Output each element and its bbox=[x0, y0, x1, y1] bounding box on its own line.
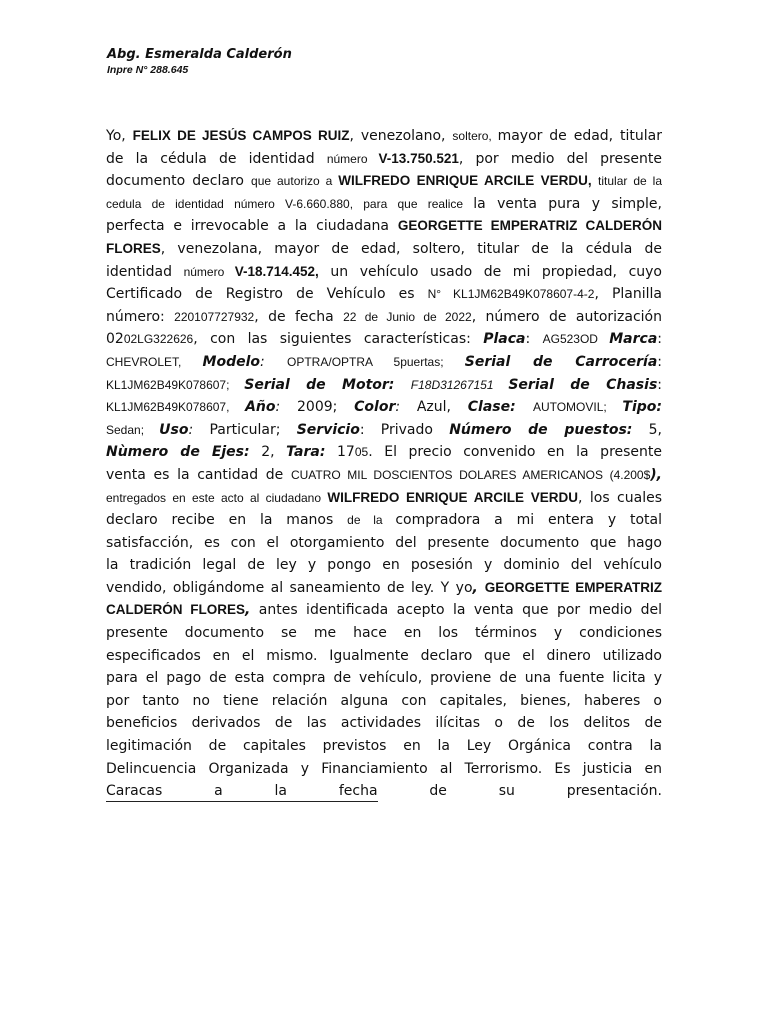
text-segment: Clase: bbox=[467, 399, 533, 416]
text-segment: , por medio del presente bbox=[458, 150, 662, 167]
text-segment: ), bbox=[650, 466, 662, 483]
text-line bbox=[106, 715, 662, 738]
text-segment: : bbox=[657, 353, 662, 370]
text-segment: Uso bbox=[159, 421, 189, 438]
text-segment: que autorizo a bbox=[251, 174, 339, 189]
text-line bbox=[106, 783, 662, 806]
text-segment: Particular; bbox=[209, 421, 297, 438]
text-segment: venta es la cantidad de bbox=[106, 466, 291, 483]
text-segment: , bbox=[245, 602, 251, 619]
text-segment: GEORGETTE EMPERATRIZ CALDERÓN bbox=[397, 218, 662, 234]
text-segment: AUTOMOVIL; bbox=[532, 400, 623, 415]
text-segment: , venezolana, mayor de edad, soltero, titular de la cédula de bbox=[160, 240, 662, 257]
text-line bbox=[106, 761, 662, 784]
text-segment: , número de autorización bbox=[471, 308, 662, 325]
text-segment: de la cédula de identidad bbox=[106, 150, 327, 167]
text-segment: Servicio bbox=[296, 421, 360, 438]
text-line bbox=[106, 625, 662, 648]
text-segment: . El precio convenido en la presente bbox=[368, 444, 662, 461]
text-segment: , de fecha bbox=[254, 308, 344, 325]
text-segment: : Privado bbox=[359, 421, 450, 438]
text-segment: : bbox=[188, 421, 210, 438]
text-segment: Tipo: bbox=[622, 399, 662, 416]
text-segment: N° KL1JM62B49K078607-4-2 bbox=[427, 287, 595, 302]
text-line bbox=[106, 331, 662, 354]
text-segment: entregados en este acto al ciudadano bbox=[106, 490, 328, 505]
text-segment: especificados en el mismo. Igualmente declaro que el dinero utilizado bbox=[106, 647, 662, 664]
text-segment: , con las siguientes características: bbox=[193, 331, 484, 348]
text-segment: Año bbox=[245, 399, 276, 416]
text-segment: de la bbox=[347, 513, 396, 528]
text-segment: compradora a mi entera y total bbox=[395, 512, 662, 529]
text-segment: KL1JM62B49K078607; bbox=[106, 377, 245, 392]
text-segment: : bbox=[657, 331, 662, 348]
text-segment: número bbox=[183, 264, 235, 279]
text-segment: Placa bbox=[483, 331, 526, 348]
text-line bbox=[106, 241, 662, 264]
text-line bbox=[106, 467, 662, 490]
text-segment: beneficios derivados de las actividades ilícitas o de los delitos de bbox=[106, 715, 662, 732]
text-segment: número: bbox=[106, 308, 175, 325]
text-line bbox=[106, 670, 662, 693]
text-segment: la tradición legal de ley y pongo en posesión y dominio del vehículo bbox=[106, 557, 662, 574]
text-segment: WILFREDO ENRIQUE ARCILE VERDU, bbox=[338, 173, 599, 189]
text-segment: la venta pura y simple, bbox=[473, 195, 662, 212]
text-segment: presente documento se me hace en los términos y condiciones bbox=[106, 625, 662, 642]
text-segment: Serial de Chasis bbox=[508, 376, 658, 393]
text-segment: CHEVROLET, bbox=[106, 354, 203, 369]
text-segment: Delincuencia Organizada y Financiamiento al Terrorismo. Es justicia en bbox=[106, 760, 662, 777]
text-segment: Color bbox=[354, 399, 396, 416]
text-segment: , los cuales bbox=[578, 489, 662, 506]
text-segment: un vehículo usado de mi propiedad, cuyo bbox=[318, 263, 662, 280]
text-line bbox=[106, 557, 662, 580]
text-segment: Yo, bbox=[106, 128, 133, 144]
text-segment: cedula de identidad número V-6.660.880, para que realice bbox=[106, 196, 474, 211]
text-segment: : bbox=[395, 399, 417, 416]
text-segment: satisfacción, es con el otorgamiento del presente documento que hago bbox=[106, 534, 662, 551]
text-segment: para el pago de esta compra de vehículo, proviene de una fuente licita y bbox=[106, 670, 662, 687]
text-line bbox=[106, 444, 662, 467]
text-line bbox=[106, 286, 662, 309]
text-segment: CALDERÓN FLORES bbox=[106, 602, 245, 618]
text-segment: 2009; bbox=[297, 399, 355, 416]
text-segment: número bbox=[326, 151, 379, 166]
text-segment: 5, bbox=[632, 421, 662, 438]
text-line bbox=[106, 602, 662, 625]
text-segment: : bbox=[657, 376, 662, 393]
text-line bbox=[106, 196, 662, 219]
text-segment: CUATRO MIL DOSCIENTOS DOLARES AMERICANOS (4.200$ bbox=[290, 467, 651, 482]
text-segment: : bbox=[525, 331, 543, 348]
inpre-number: Inpre N° 288.645 bbox=[107, 64, 189, 76]
text-line bbox=[106, 535, 662, 558]
text-segment: GEORGETTE EMPERATRIZ bbox=[484, 579, 662, 595]
text-line bbox=[106, 422, 662, 445]
text-segment: AG523OD bbox=[542, 332, 610, 347]
text-segment: 05 bbox=[354, 445, 369, 460]
text-line bbox=[106, 218, 662, 241]
text-segment: Marca bbox=[609, 331, 658, 348]
text-segment: V-18.714.452, bbox=[234, 263, 319, 279]
text-line bbox=[106, 512, 662, 535]
text-segment: 22 de Junio de 2022 bbox=[343, 309, 472, 324]
text-segment: perfecta e irrevocable a la ciudadana bbox=[106, 218, 398, 235]
text-segment: declaro recibe en la manos bbox=[106, 512, 348, 529]
text-segment: Caracas a la fecha de su presentación. bbox=[106, 783, 662, 800]
text-segment: , venezolano, bbox=[349, 128, 453, 144]
text-line bbox=[106, 738, 662, 761]
text-segment: 02 bbox=[106, 331, 124, 348]
text-line bbox=[106, 693, 662, 716]
text-segment: titular de la bbox=[598, 174, 662, 189]
text-segment: Certificado de Registro de Vehículo es bbox=[106, 286, 428, 303]
text-segment: V-13.750.521 bbox=[378, 150, 459, 166]
signature-line bbox=[106, 801, 378, 802]
text-segment: antes identificada acepto la venta que por medio del bbox=[250, 602, 662, 619]
text-segment: , Planilla bbox=[594, 286, 662, 303]
text-segment: Modelo bbox=[202, 353, 261, 370]
text-segment: KL1JM62B49K078607, bbox=[106, 400, 246, 415]
text-segment: 02LG322626 bbox=[123, 332, 194, 347]
text-segment: Número de puestos: bbox=[449, 421, 633, 438]
text-segment: vendido, obligándome al saneamiento de ley. Y yo bbox=[106, 579, 473, 596]
text-segment: legitimación de capitales previstos en la Ley Orgánica contra la bbox=[106, 738, 662, 755]
text-line bbox=[106, 648, 662, 671]
text-segment: , bbox=[472, 579, 485, 596]
text-segment: OPTRA/OPTRA 5puertas; bbox=[287, 354, 465, 369]
text-segment: FELIX DE JESÚS CAMPOS RUIZ bbox=[132, 128, 350, 143]
text-line bbox=[106, 354, 662, 377]
text-segment: WILFREDO ENRIQUE ARCILE VERDU bbox=[327, 489, 579, 505]
text-line bbox=[106, 309, 662, 332]
text-line bbox=[106, 490, 662, 513]
text-segment: F18D31267151 bbox=[410, 377, 509, 392]
text-segment: 2, bbox=[249, 444, 287, 461]
text-line bbox=[106, 377, 662, 400]
text-line bbox=[106, 128, 662, 151]
text-segment: soltero, bbox=[452, 129, 498, 143]
text-segment: 220107727932 bbox=[174, 309, 255, 324]
text-segment: identidad bbox=[106, 263, 184, 280]
document-body bbox=[106, 128, 662, 806]
text-segment: mayor de edad, titular bbox=[497, 128, 662, 144]
text-segment: Nùmero de Ejes: bbox=[106, 444, 250, 461]
text-segment: Tara: bbox=[286, 444, 326, 461]
text-line bbox=[106, 399, 662, 422]
text-segment: : bbox=[275, 399, 298, 416]
text-segment: por tanto no tiene relación alguna con capitales, bienes, haberes o bbox=[106, 692, 662, 709]
text-line bbox=[106, 173, 662, 196]
text-line bbox=[106, 264, 662, 287]
text-segment: : bbox=[260, 353, 288, 370]
text-line bbox=[106, 151, 662, 174]
text-segment: documento declaro bbox=[106, 173, 252, 190]
text-segment: Azul, bbox=[416, 399, 468, 416]
text-segment: 17 bbox=[325, 444, 355, 461]
lawyer-name: Abg. Esmeralda Calderón bbox=[107, 47, 292, 62]
text-segment: Serial de Motor: bbox=[244, 376, 411, 393]
text-line bbox=[106, 580, 662, 603]
text-segment: Sedan; bbox=[106, 422, 160, 437]
text-segment: Serial de Carrocería bbox=[464, 353, 658, 370]
text-segment: FLORES bbox=[106, 240, 161, 256]
